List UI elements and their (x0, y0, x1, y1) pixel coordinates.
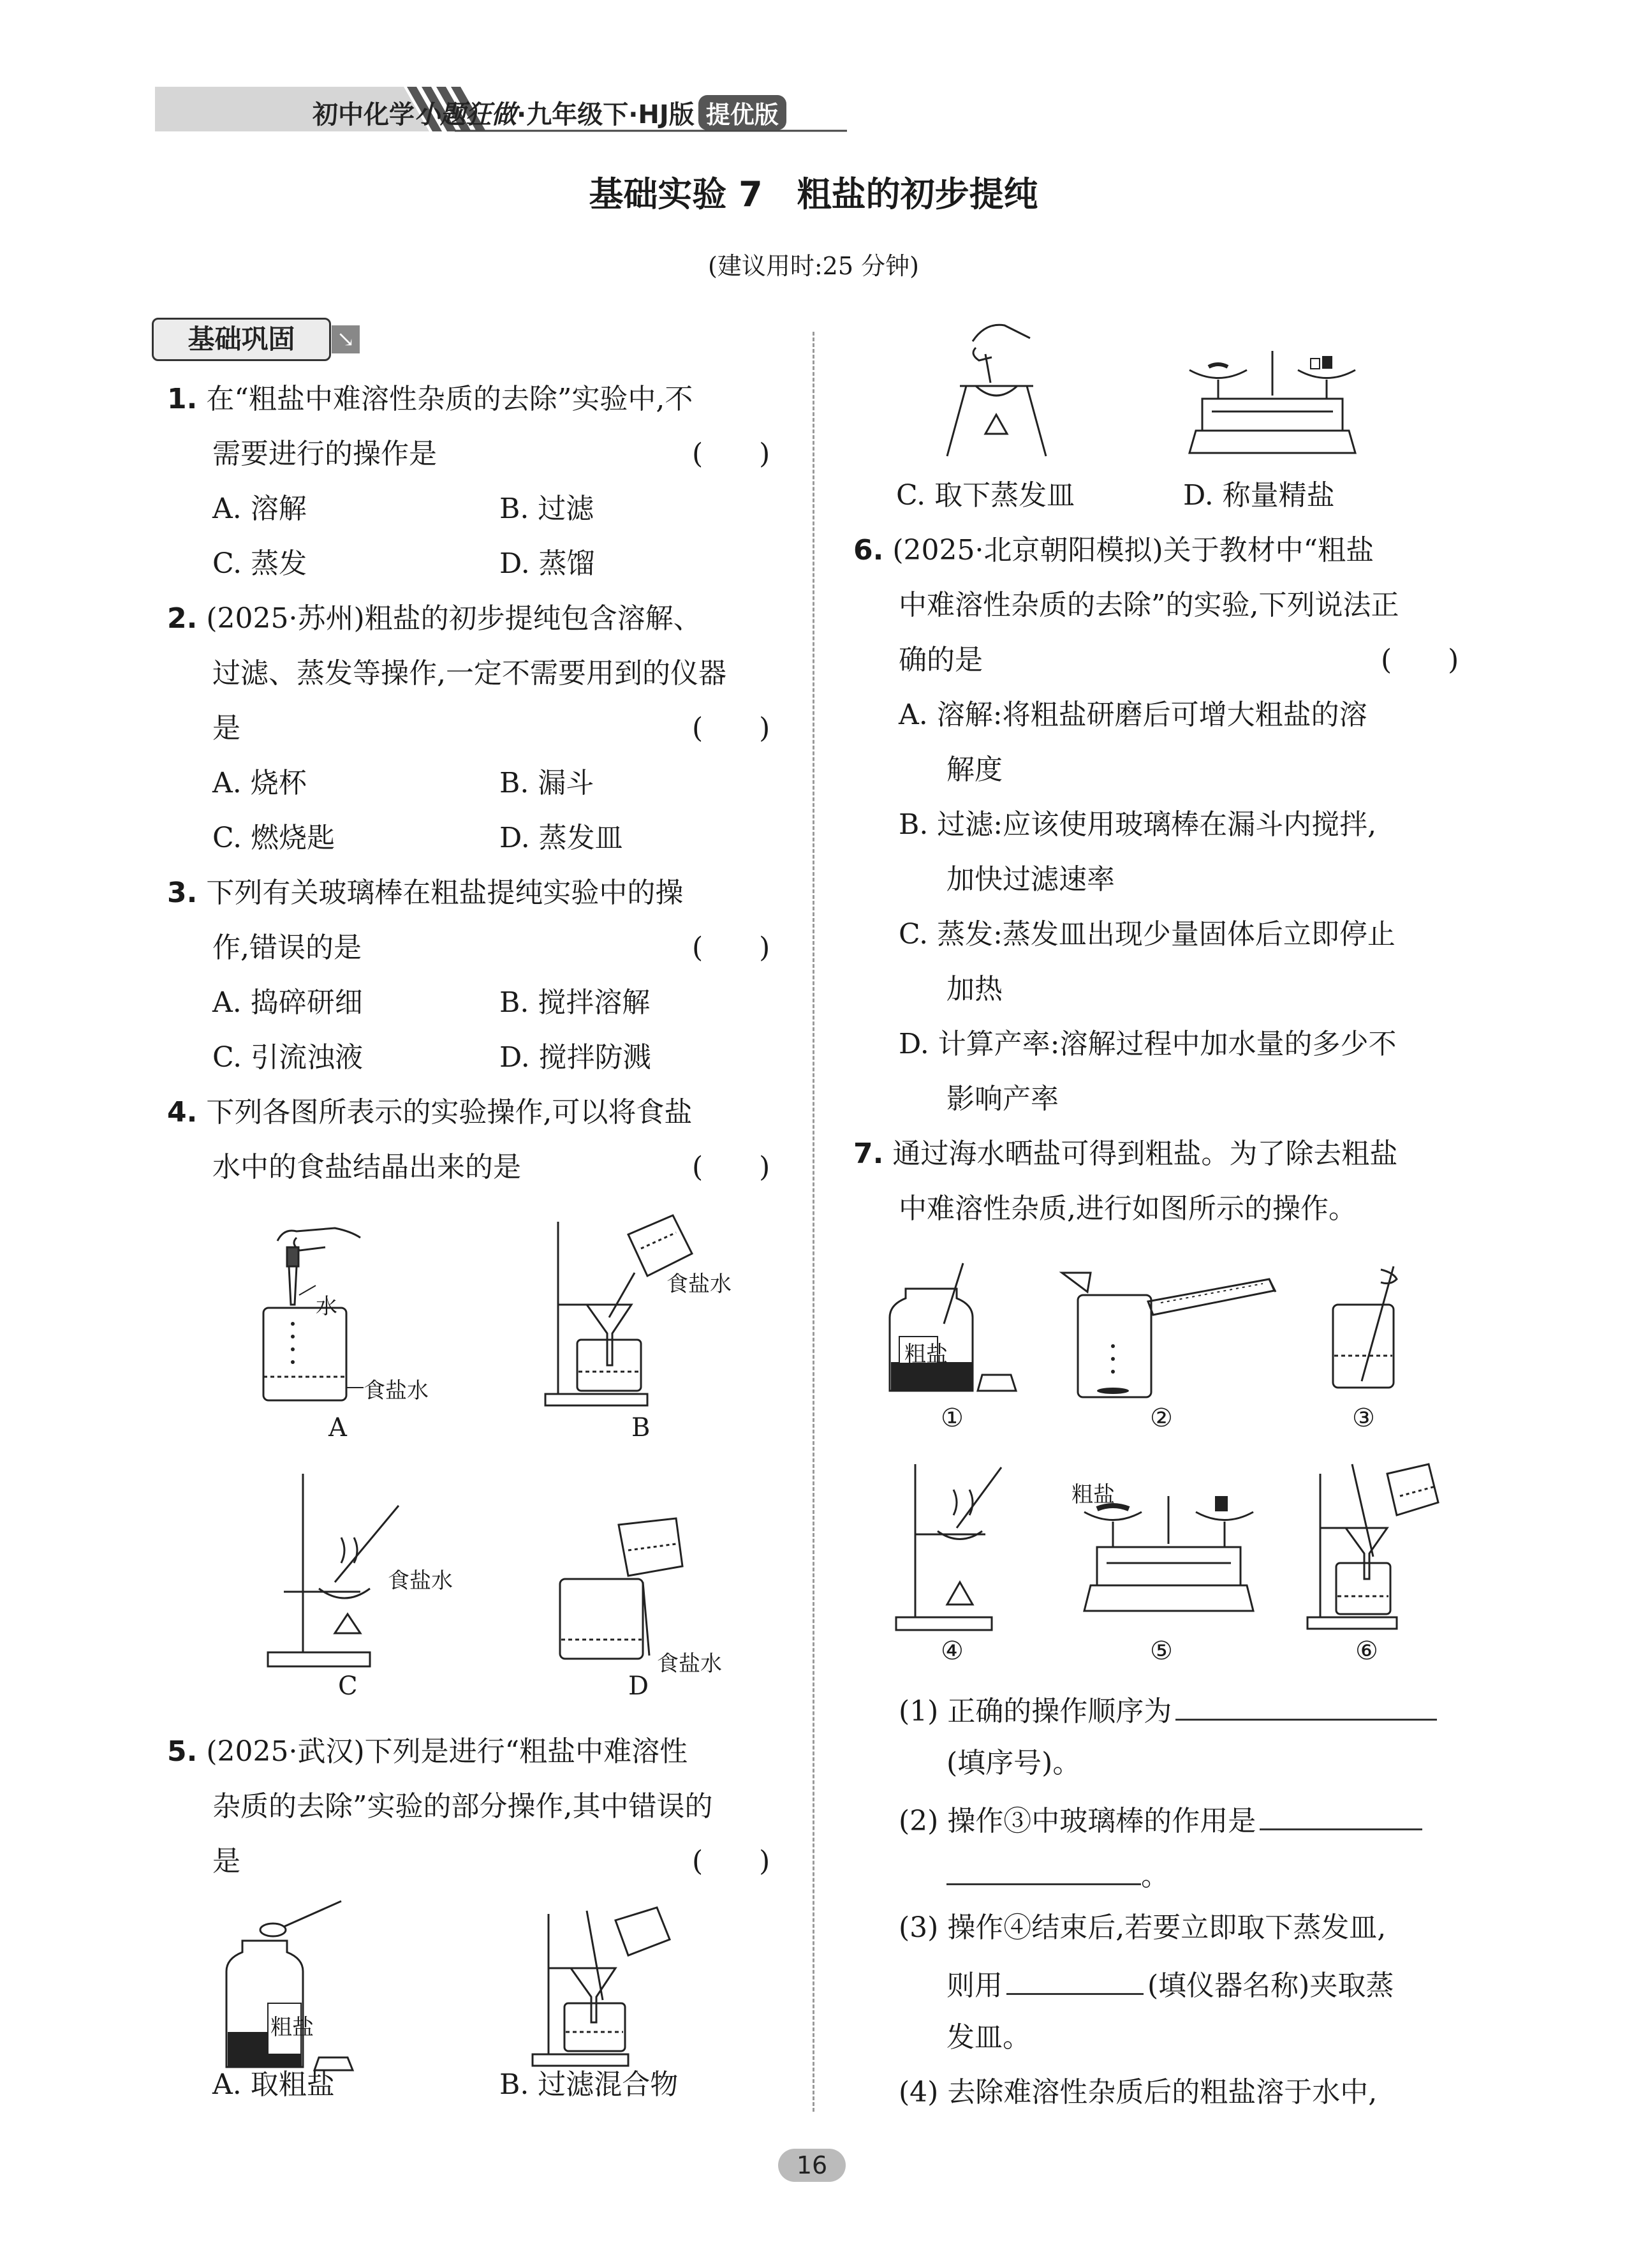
header-suffix: ·九年级下·HJ版 (517, 100, 695, 130)
q1-number: 1. (167, 383, 198, 415)
q1-answer-paren[interactable]: ( ) (692, 438, 770, 470)
q3-text-1: 下列有关玻璃棒在粗盐提纯实验中的操 (206, 877, 684, 909)
q2-option-b: B. 漏斗 (499, 767, 594, 799)
q7-fig-2-label: ② (1150, 1404, 1173, 1433)
q2-option-a: A. 烧杯 (212, 767, 307, 799)
q7-fig-5-tag-salt: 粗盐 (1071, 1482, 1115, 1508)
q5-option-b: B. 过滤混合物 (499, 2068, 679, 2101)
q6-line-3: 确的是 (899, 644, 983, 676)
q4-fig-b-tag-brine: 食盐水 (666, 1271, 732, 1297)
q2-option-c: C. 燃烧匙 (212, 822, 335, 854)
q3-line-1 (167, 874, 683, 912)
q7-sub1-blank[interactable] (1175, 1689, 1437, 1721)
q7-sub4-line-1: (4) 去除难溶性杂质后的粗盐溶于水中, (899, 2076, 1378, 2109)
q6-option-b-cont: 加快过滤速率 (946, 863, 1115, 896)
q1-line-1 (167, 380, 693, 419)
q3-option-d: D. 搅拌防溅 (499, 1041, 651, 1074)
q7-sub3-line-2 (946, 1964, 1394, 2005)
q4-fig-a-tag-water: 水 (316, 1294, 337, 1319)
q4-fig-d-label: D (628, 1671, 649, 1701)
q4-fig-a-label: A (328, 1413, 347, 1442)
q7-fig-1-label: ① (941, 1404, 964, 1433)
q6-option-c-cont: 加热 (946, 973, 1003, 1005)
q4-fig-d-tag-brine: 食盐水 (657, 1651, 722, 1677)
q7-sub3-text-a: 则用 (946, 1969, 1003, 2002)
section-badge: 基础巩固 (152, 318, 331, 361)
q6-line-1 (853, 531, 1374, 570)
q2-text-1: (2025·苏州)粗盐的初步提纯包含溶解、 (206, 602, 702, 635)
q7-sub3-line-3: 发皿。 (946, 2021, 1031, 2054)
q6-option-d-cont: 影响产率 (946, 1083, 1059, 1115)
q6-option-d: D. 计算产率:溶解过程中加水量的多少不 (899, 1028, 1397, 1060)
header-brand: 小题狂做 (415, 100, 517, 130)
q5-figure-c (941, 316, 1052, 466)
q7-sub3-line-1: (3) 操作④结束后,若要立即取下蒸发皿, (899, 1911, 1387, 1944)
q7-number: 7. (853, 1138, 884, 1170)
q7-text-1: 通过海水晒盐可得到粗盐。为了除去粗盐 (892, 1138, 1398, 1170)
q5-answer-paren[interactable]: ( ) (692, 1845, 770, 1878)
q1-text-1: 在“粗盐中难溶性杂质的去除”实验中,不 (206, 383, 693, 415)
q7-line-2: 中难溶性杂质,进行如图所示的操作。 (899, 1192, 1357, 1225)
header-text (313, 94, 786, 131)
q1-line-2: 需要进行的操作是 (212, 438, 437, 470)
q5-option-a: A. 取粗盐 (212, 2068, 335, 2101)
q5-option-c: C. 取下蒸发皿 (896, 479, 1075, 512)
q7-line-1 (853, 1135, 1397, 1173)
q6-text-1: (2025·北京朝阳模拟)关于教材中“粗盐 (892, 534, 1374, 567)
q7-sub2-line-2 (946, 1854, 1169, 1895)
column-divider (813, 332, 814, 2112)
q7-figure-4 (896, 1458, 1036, 1636)
q7-fig-1-tag-salt: 粗盐 (904, 1342, 948, 1367)
q3-answer-paren[interactable]: ( ) (692, 931, 770, 964)
q7-fig-5-label: ⑤ (1150, 1636, 1173, 1666)
q5-figure-b (533, 1904, 679, 2070)
q4-line-1 (167, 1093, 692, 1132)
q3-number: 3. (167, 877, 198, 909)
q7-sub2-blank-a[interactable] (1260, 1799, 1422, 1830)
q2-number: 2. (167, 602, 198, 635)
q1-option-a: A. 溶解 (212, 493, 307, 525)
q4-fig-c-label: C (338, 1671, 358, 1701)
header-edition-badge: 提优版 (698, 95, 786, 130)
q7-sub2-blank-b[interactable] (946, 1854, 1141, 1885)
q4-fig-b-label: B (631, 1413, 651, 1442)
q2-answer-paren[interactable]: ( ) (692, 712, 770, 745)
q6-option-b: B. 过滤:应该使用玻璃棒在漏斗内搅拌, (899, 808, 1377, 841)
header-prefix: 初中化学 (313, 100, 415, 130)
q7-sub3-blank[interactable] (1006, 1964, 1144, 1995)
q5-number: 5. (167, 1735, 198, 1768)
q4-figure-d (548, 1515, 702, 1668)
q7-fig-3-label: ③ (1352, 1404, 1375, 1433)
q4-text-1: 下列各图所表示的实验操作,可以将食盐 (206, 1096, 693, 1129)
q6-option-c: C. 蒸发:蒸发皿出现少量固体后立即停止 (899, 918, 1395, 951)
q7-fig-4-label: ④ (941, 1636, 964, 1666)
q7-sub2-end: 。 (1141, 1860, 1169, 1892)
q5-figure-d (1183, 345, 1362, 466)
q7-sub2-text: (2) 操作③中玻璃棒的作用是 (899, 1805, 1256, 1837)
q4-number: 4. (167, 1096, 198, 1129)
q1-option-d: D. 蒸馏 (499, 547, 595, 580)
arrow-icon: ↘ (332, 325, 360, 353)
q6-number: 6. (853, 534, 884, 567)
q5-option-d: D. 称量精盐 (1183, 479, 1335, 512)
q4-figure-b (545, 1209, 711, 1413)
q7-sub1-line-2: (填序号)。 (946, 1747, 1081, 1779)
q2-option-d: D. 蒸发皿 (499, 822, 623, 854)
q6-option-a-cont: 解度 (946, 753, 1003, 786)
q2-line-1 (167, 600, 702, 638)
q7-figure-3 (1323, 1260, 1406, 1400)
q4-fig-a-tag-brine: 食盐水 (364, 1378, 429, 1404)
q6-option-a: A. 溶解:将粗盐研磨后可增大粗盐的溶 (899, 699, 1367, 731)
q7-figure-2 (1059, 1270, 1279, 1404)
q3-option-a: A. 捣碎研细 (212, 986, 363, 1019)
page-title: 基础实验 7 粗盐的初步提纯 (589, 174, 1038, 214)
q7-fig-6-label: ⑥ (1355, 1636, 1378, 1666)
q6-answer-paren[interactable]: ( ) (1381, 644, 1459, 676)
q7-sub3-text-b: (填仪器名称)夹取蒸 (1147, 1969, 1394, 2002)
q5-line-1 (167, 1733, 688, 1771)
q4-fig-c-tag-brine: 食盐水 (388, 1568, 453, 1594)
q5-figure-a (223, 1898, 370, 2077)
q5-text-1: (2025·武汉)下列是进行“粗盐中难溶性 (206, 1735, 688, 1768)
q2-line-3: 是 (212, 712, 240, 745)
q3-line-2: 作,错误的是 (212, 931, 362, 964)
q7-sub2-line-1 (899, 1799, 1422, 1841)
q5-fig-a-tag-salt: 粗盐 (270, 2015, 314, 2040)
q7-sub1-text: (1) 正确的操作顺序为 (899, 1695, 1172, 1728)
page-subtitle: (建议用时:25 分钟) (708, 252, 919, 280)
q3-option-b: B. 搅拌溶解 (499, 986, 651, 1019)
q1-option-c: C. 蒸发 (212, 547, 307, 580)
q7-figure-6 (1304, 1461, 1451, 1633)
q4-answer-paren[interactable]: ( ) (692, 1151, 770, 1183)
q7-sub1-line-1 (899, 1689, 1437, 1731)
q1-option-b: B. 过滤 (499, 493, 594, 525)
q5-line-2: 杂质的去除”实验的部分操作,其中错误的 (212, 1790, 713, 1823)
page-number: 16 (778, 2149, 846, 2182)
q2-line-2: 过滤、蒸发等操作,一定不需要用到的仪器 (212, 657, 726, 690)
q6-line-2: 中难溶性杂质的去除”的实验,下列说法正 (899, 589, 1399, 621)
q4-line-2: 水中的食盐结晶出来的是 (212, 1151, 521, 1183)
q3-option-c: C. 引流浊液 (212, 1041, 364, 1074)
q7-figure-1 (893, 1260, 1020, 1400)
q5-line-3: 是 (212, 1845, 240, 1878)
